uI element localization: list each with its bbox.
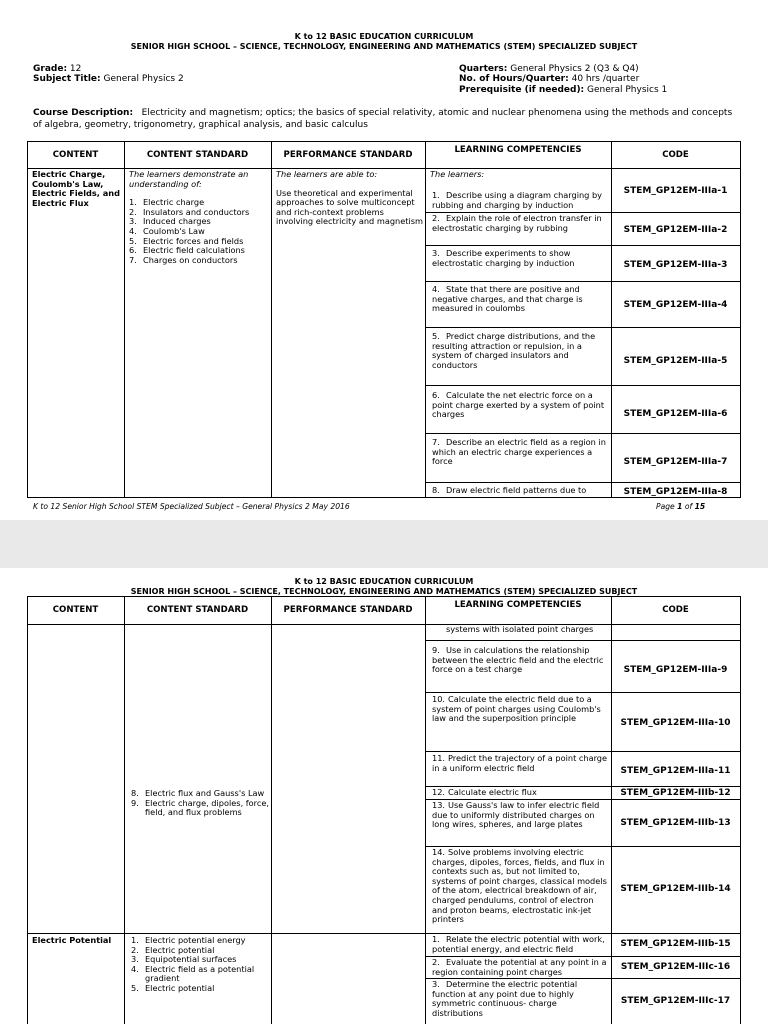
competency-code: STEM_GP12EM-IIIa-6 [623,409,728,419]
competency-item [432,958,608,977]
standard-item-number: 5. [131,982,139,993]
standard-item-number: 8. [131,788,139,798]
competency-code: STEM_GP12EM-IIIa-4 [623,300,728,310]
curriculum-title: K to 12 BASIC EDUCATION CURRICULUM [294,32,474,41]
table2-col-line [271,596,272,1024]
competency-item [432,486,608,496]
standard-item-text: Charges on conductors [143,254,238,265]
competency-item [432,191,608,210]
document-page-2 [0,568,768,1024]
competency-code: STEM_GP12EM-IIIa-10 [620,718,731,728]
competency-item [432,754,608,773]
hours-label: No. of Hours/Quarter: [459,74,569,84]
competency-text: Describe an electric field as a region in which an electric charge experiences a force [432,437,606,467]
standard-item-number: 1. [129,197,137,208]
col-header-code: CODE [662,605,689,615]
standard-item-text: Electric forces and fields [143,235,244,246]
competency-number: 3. [432,248,440,258]
subject-line [33,74,184,85]
competency-code: STEM_GP12EM-IIIb-12 [620,788,731,798]
competency-code: STEM_GP12EM-IIIa-2 [623,225,728,235]
competency-text: Evaluate the potential at any point in a region containing point charges [432,957,607,977]
standard-item-number: 1. [131,935,139,945]
competency-text: Predict the trajectory of a point charge in a uniform electric field [432,753,608,773]
curriculum-subtitle: SENIOR HIGH SCHOOL – SCIENCE, TECHNOLOGY, ENGINEERING AND MATHEMATICS (STEM) SPECIALIZED SUBJECT [130,42,638,51]
competency-item [432,391,608,420]
course-description-label: Course Description: [33,108,134,118]
competency-item [432,646,608,675]
competency-text: Predict charge distributions, and the resulting attraction or repulsion, in a system of charged insulators and conductors [432,331,596,370]
row-divider [425,245,741,246]
col-header-learning-competencies: LEARNING COMPETENCIES [454,600,582,610]
competency-number: 3. [432,979,440,989]
competency-text: Explain the role of electron transfer in electrostatic charging by rubbing [432,213,602,233]
competency-code: STEM_GP12EM-IIIc-16 [620,962,731,972]
standard-item [131,965,269,984]
standard-item-text: Electric field as a potential gradient [145,963,255,984]
competency-code: STEM_GP12EM-IIIa-3 [623,260,728,270]
hours-line [459,74,639,85]
competency-number: 6. [432,390,440,400]
footer-of-label: of [684,502,693,511]
subject-label: Subject Title: [33,74,101,84]
standard-item-text: Insulators and conductors [143,206,250,217]
competency-code: STEM_GP12EM-IIIa-9 [623,665,728,675]
competency-number: 1. [432,934,440,944]
standard-item-number: 4. [131,963,139,974]
competency-text: Relate the electric potential with work, potential energy, and electric field [432,934,605,954]
table1-col-line [740,141,741,498]
competency-number: 11. [432,753,446,763]
standard-item [131,799,269,818]
col-header-performance-standard: PERFORMANCE STANDARD [283,605,413,615]
quarters-line [459,64,639,75]
standard-item-number: 6. [129,245,137,256]
table1-col-line [425,141,426,498]
competency-text: Determine the electric potential function at any point due to highly symmetric continuous- charge distributions [432,979,578,1018]
standard-item-text: Electric potential [145,982,215,993]
content-electric-charge: Electric Charge, Coulomb's Law, Electric Fields, and Electric Flux [32,169,120,208]
quarters-value: General Physics 2 (Q3 & Q4) [510,64,639,74]
performance-text: Use theoretical and experimental approaches to solve multiconcept and rich-context problems involving electricity and magnetism [276,187,423,227]
standard-item-number: 7. [129,254,137,265]
standard-item-text: Induced charges [143,216,211,227]
content-standard-block [131,936,269,994]
table1-col-line [27,141,28,498]
performance-intro: The learners are able to: [276,169,378,179]
competency-item [432,788,608,798]
content-standard-intro: The learners demonstrate an understanding of: [129,169,249,189]
quarters-label: Quarters: [459,64,508,74]
competency-number: 9. [432,645,440,655]
grade-line [33,64,81,75]
competency-number: 12. [432,787,446,797]
competency-text: Solve problems involving electric charges, dipoles, forces, fields, and flux in contexts such as, but not limited to, systems of point charges, classical models of the atom, electrical breakdown of air, charged pendulums, control of electron and proton beams, electrostatic ink-jet printers [432,847,607,925]
competency-code: STEM_GP12EM-IIIa-5 [623,356,728,366]
competency-text: Calculate the net electric force on a point charge exerted by a system of point charges [432,390,605,420]
subject-value: General Physics 2 [103,74,184,84]
row-divider [425,281,741,282]
content-standard-block [131,789,269,818]
competency-code: STEM_GP12EM-IIIa-1 [623,186,728,196]
col-header-content-standard: CONTENT STANDARD [146,150,249,160]
prereq-label: Prerequisite (if needed): [459,85,585,95]
table1-top-border [27,141,741,142]
footer-page-label: Page [656,502,675,511]
course-description [33,108,735,131]
table2-col-line [27,596,28,1024]
standard-item-number: 4. [129,225,137,236]
competency-code: STEM_GP12EM-IIIa-8 [623,487,728,497]
table1-col-line [271,141,272,498]
table2-col-line [124,596,125,1024]
competency-item [432,801,608,830]
row-divider [425,385,741,386]
standard-item [129,256,269,266]
competency-code: STEM_GP12EM-IIIa-7 [623,457,728,467]
competency-item [432,249,608,268]
prereq-value: General Physics 1 [587,85,668,95]
standard-item-text: Electric field calculations [143,245,245,256]
row-divider [27,933,741,934]
grade-value: 12 [69,64,82,74]
footer-title: K to 12 Senior High School STEM Specialized Subject – General Physics 2 May 2016 [33,502,350,511]
standard-item-number: 9. [131,797,139,808]
competency-item [432,935,608,954]
competency-number: 8. [432,485,440,495]
curriculum-subtitle: SENIOR HIGH SCHOOL – SCIENCE, TECHNOLOGY, ENGINEERING AND MATHEMATICS (STEM) SPECIALIZED SUBJECT [130,587,638,596]
competency-item [432,332,608,370]
row-divider [425,433,741,434]
table2-header-border [27,624,741,625]
row-divider [425,692,741,693]
grade-label: Grade: [33,64,68,74]
standard-item-text: Electric flux and Gauss's Law [145,788,265,798]
competency-intro: The learners: [430,169,485,179]
col-header-code: CODE [662,150,689,160]
content-electric-potential: Electric Potential [32,935,112,945]
prereq-line [459,85,667,96]
competency-item [432,695,608,724]
competency-code: STEM_GP12EM-IIIa-11 [620,766,731,776]
table1-bottom-border [27,497,741,498]
table2-col-line [740,596,741,1024]
competency-text: Use in calculations the relationship between the electric field and the electric force on a test charge [432,645,604,675]
competency-text: Calculate electric flux [448,787,537,797]
competency-number: 7. [432,437,440,447]
row-divider [425,482,741,483]
competency-code: STEM_GP12EM-IIIb-14 [620,884,731,894]
competency-number: 2. [432,213,440,223]
competency-number: 2. [432,957,440,967]
competency-number: 1. [432,190,440,200]
standard-item-number: 2. [131,944,139,955]
hours-value: 40 hrs /quarter [571,74,640,84]
competency-item [432,848,608,925]
col-header-content: CONTENT [52,605,99,615]
standard-item-text: Electric charge [143,197,205,208]
row-divider [425,327,741,328]
competency-text: State that there are positive and negative charges, and that charge is measured in coulombs [432,284,583,314]
course-description-text: Electricity and magnetism; optics; the basics of special relativity, atomic and nuclear phenomena using the methods and concepts of algebra, geometry, trigonometry, graphical analysis, and basic calculus [33,108,733,130]
competency-code: STEM_GP12EM-IIIc-17 [620,996,731,1006]
row-divider [425,751,741,752]
competency-code: STEM_GP12EM-IIIb-15 [620,939,731,949]
standard-item-number: 5. [129,235,137,246]
footer-page-number [656,502,705,511]
competency-text: Draw electric field patterns due to [446,485,587,495]
content-standard-block [129,170,269,265]
col-header-learning-competencies: LEARNING COMPETENCIES [454,145,582,155]
standard-item [131,984,269,994]
col-header-content-standard: CONTENT STANDARD [146,605,249,615]
table2-col-line [611,596,612,1024]
standard-item-text: Electric potential [145,944,215,955]
competency-number: 4. [432,284,440,294]
page-gap [0,520,768,568]
row-divider [425,640,741,641]
footer-page-total: 15 [694,502,706,511]
competency-text: Describe experiments to show electrostatic charging by induction [432,248,575,268]
standard-item-text: Equipotential surfaces [145,954,237,965]
competency-number: 14. [432,847,446,857]
col-header-performance-standard: PERFORMANCE STANDARD [283,150,413,160]
competency-item [432,438,608,467]
standard-item-text: Electric potential energy [145,935,246,945]
footer-page-current: 1 [677,502,683,511]
competency-text: Use Gauss's law to infer electric field due to uniformly distributed charges on long wires, spheres, and large plates [432,800,600,830]
competency-item [432,285,608,314]
standard-item-number: 3. [129,216,137,227]
competency-text: Calculate the electric field due to a system of point charges using Coulomb's law and the superposition principle [432,694,601,724]
competency-text: Describe using a diagram charging by rubbing and charging by induction [432,190,603,210]
competency-continued: systems with isolated point charges [446,624,594,634]
competency-number: 10. [432,694,446,704]
competency-item [432,214,608,233]
competency-item [432,980,608,1018]
competency-number: 5. [432,331,440,341]
standard-item-text: Electric charge, dipoles, force, field, and flux problems [145,797,269,818]
competency-number: 13. [432,800,446,810]
standard-item-number: 2. [129,206,137,217]
curriculum-title: K to 12 BASIC EDUCATION CURRICULUM [294,577,474,586]
standard-item-number: 3. [131,954,139,965]
table2-top-border [27,596,741,597]
competency-code: STEM_GP12EM-IIIb-13 [620,818,731,828]
table1-col-line [124,141,125,498]
standard-item-text: Coulomb's Law [143,225,205,236]
table2-col-line [425,596,426,1024]
col-header-content: CONTENT [52,150,99,160]
performance-standard-block [276,170,423,227]
